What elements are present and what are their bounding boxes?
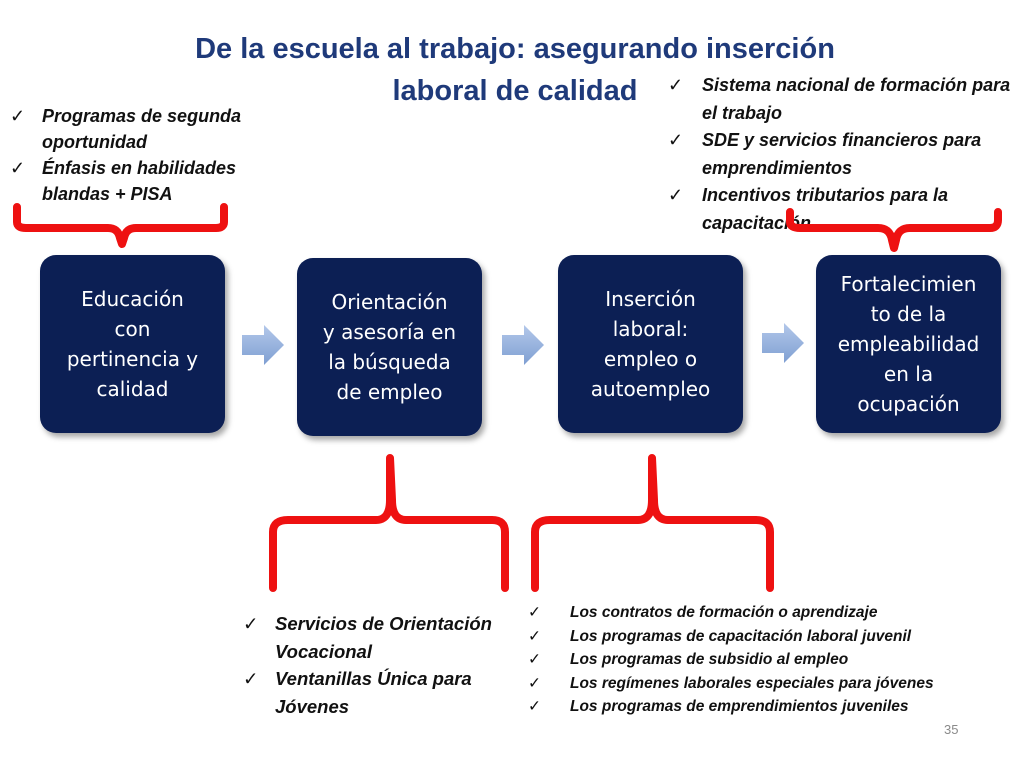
list-item-text: Incentivos tributarios para la capacitación: [702, 185, 949, 233]
box-line: Educación: [81, 287, 184, 311]
list-item-text: SDE y servicios financieros para emprendimientos: [702, 130, 982, 178]
check-icon: ✓: [668, 130, 684, 150]
bottom-right-bracket: [535, 458, 770, 588]
check-icon: ✓: [528, 674, 541, 692]
check-icon: ✓: [243, 613, 259, 634]
check-icon: ✓: [668, 185, 684, 205]
list-item-text: Ventanillas Única para Jóvenes: [275, 668, 472, 717]
box-line: pertinencia y: [66, 347, 199, 371]
list-item-text: Servicios de Orientación Vocacional: [275, 613, 492, 662]
list-item: [10, 103, 272, 155]
box-line: Fortalecimien: [840, 272, 977, 296]
box-line: empleabilidad: [837, 332, 980, 356]
box-line: calidad: [96, 377, 169, 401]
list-item-text: Los programas de emprendimientos juveniles: [570, 698, 909, 716]
flow-arrow-icon: [240, 322, 286, 368]
box-line: Inserción: [605, 287, 696, 311]
title-line-1: De la escuela al trabajo: asegurando inserción: [195, 33, 835, 65]
list-item: [528, 625, 978, 649]
list-item: [528, 648, 978, 672]
list-item-text: Programas de segunda oportunidad: [42, 106, 242, 152]
box-line: laboral:: [612, 317, 689, 341]
box-line: ocupación: [857, 392, 960, 416]
flow-arrow-icon: [760, 320, 806, 366]
check-icon: ✓: [668, 75, 684, 95]
list-item-text: Sistema nacional de formación para el trabajo: [702, 75, 1011, 123]
box-line: en la: [883, 362, 934, 386]
box-line: empleo o: [603, 347, 698, 371]
list-item-text: Los contratos de formación o aprendizaje: [570, 604, 878, 621]
list-item: [10, 155, 272, 207]
list-item-text: Los regímenes laborales especiales para jóvenes: [570, 674, 934, 692]
title-line-2: laboral de calidad: [392, 75, 638, 107]
box-line: y asesoría en: [322, 320, 457, 344]
list-item-text: Los programas de subsidio al empleo: [570, 651, 849, 669]
check-icon: ✓: [10, 158, 26, 178]
box-orientacion: [297, 258, 482, 436]
list-item: [668, 72, 1018, 127]
box-line: to de la: [870, 302, 947, 326]
page-number: 35: [944, 722, 959, 737]
list-item-text: Énfasis en habilidades blandas + PISA: [42, 158, 237, 204]
check-icon: ✓: [528, 651, 541, 669]
box-educacion: [40, 255, 225, 433]
top-left-bracket: [17, 207, 224, 244]
top-left-checklist: [10, 103, 272, 207]
flow-arrow-icon: [500, 322, 546, 368]
list-item: [528, 601, 978, 625]
box-line: la búsqueda: [328, 350, 451, 374]
bottom-right-checklist: [528, 601, 978, 719]
box-line: autoempleo: [590, 377, 711, 401]
box-insercion: [558, 255, 743, 433]
check-icon: ✓: [528, 698, 541, 716]
list-item: [668, 127, 1018, 182]
check-icon: ✓: [10, 106, 26, 126]
box-line: con: [114, 317, 151, 341]
top-right-checklist: [668, 72, 1018, 237]
list-item: [528, 695, 978, 719]
box-line: de empleo: [336, 380, 443, 404]
list-item: [243, 665, 523, 720]
list-item: [528, 672, 978, 696]
check-icon: ✓: [528, 627, 541, 645]
check-icon: ✓: [528, 604, 541, 621]
box-fortalecimiento: [816, 255, 1001, 433]
list-item: [243, 610, 523, 665]
list-item-text: Los programas de capacitación laboral juvenil: [570, 627, 912, 645]
bottom-mid-checklist: [243, 610, 523, 720]
list-item: [668, 182, 1018, 237]
bottom-mid-bracket: [273, 458, 505, 588]
check-icon: ✓: [243, 668, 259, 689]
box-line: Orientación: [331, 290, 448, 314]
